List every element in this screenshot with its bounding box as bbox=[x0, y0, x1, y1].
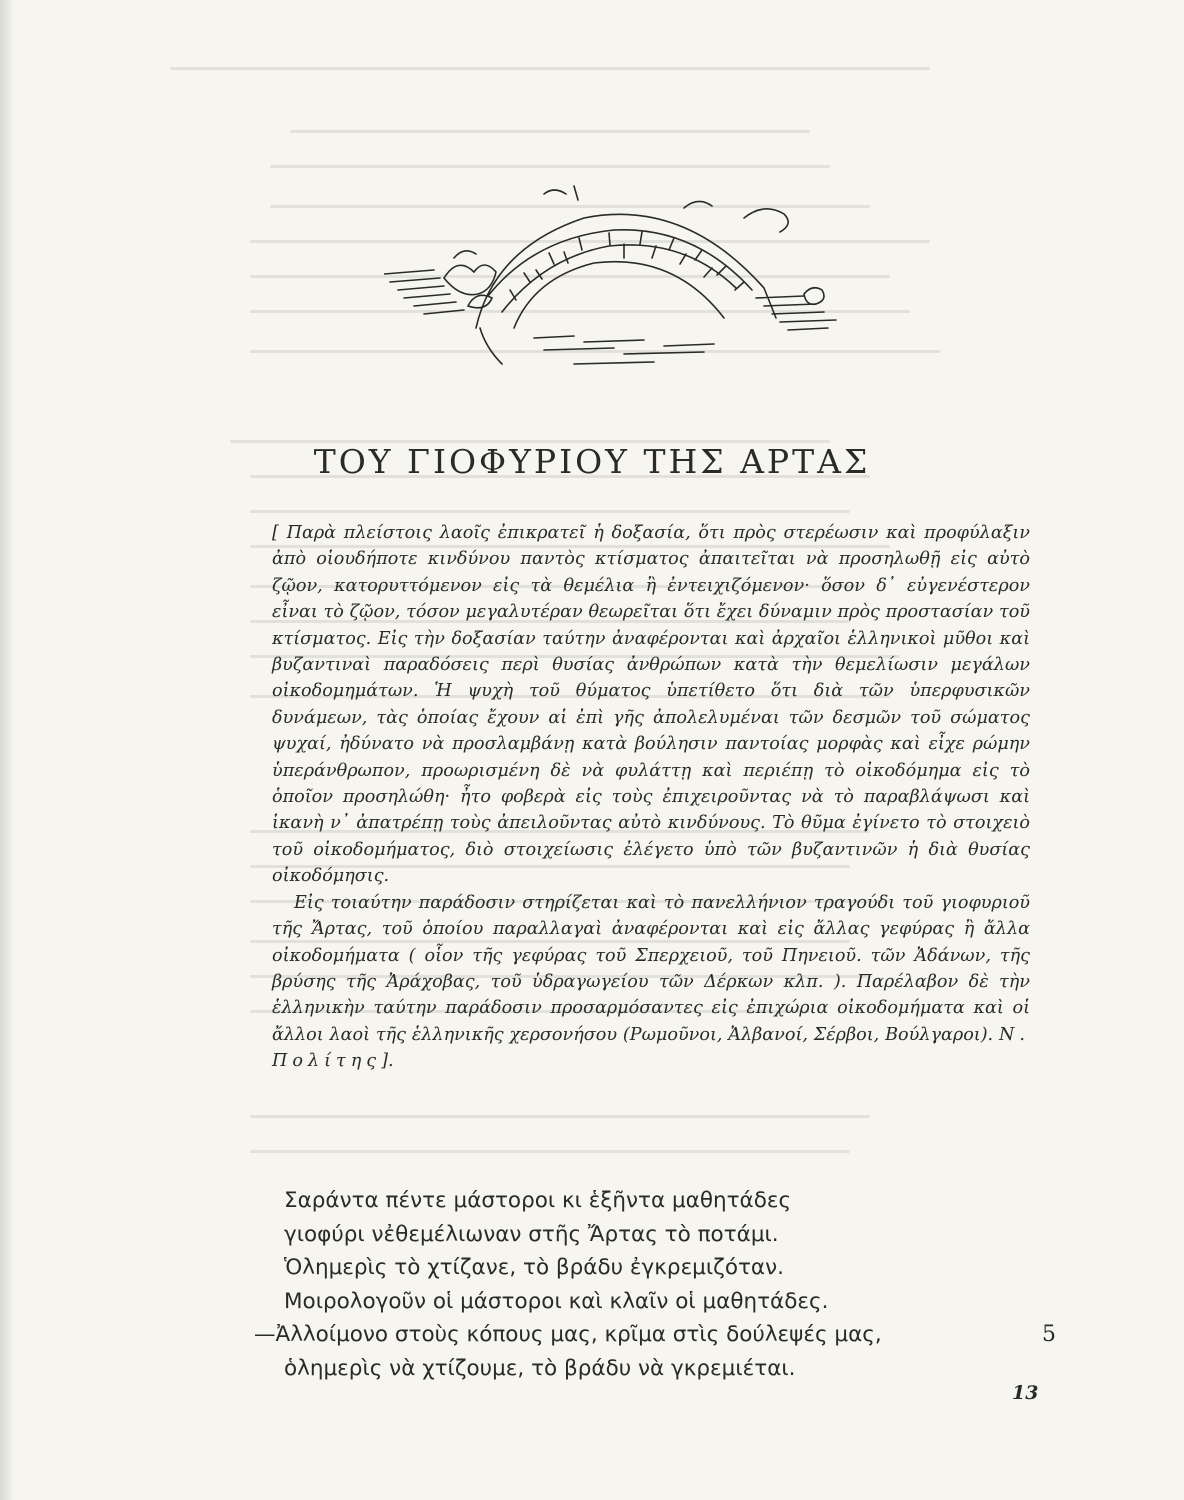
poem-verses bbox=[254, 1184, 1064, 1385]
intro-paragraph-2-text: Εἰς τοιαύτην παράδοσιν στηρίζεται καὶ τὸ πανελλήνιον τραγούδι τοῦ γιοφυριοῦ τῆς Ἄρτας, τοῦ ὁποίου παραλλαγαὶ ἀναφέρονται καὶ εἰς ἄλλας γεφύρας ἢ ἄλλα οἰκοδομήματα ( οἷον τῆς γεφύρας τοῦ Σπερχειοῦ, τοῦ Πηνειοῦ. τῶν Ἀδάνων, τῆς βρύσης τῆς Ἀράχοβας, τοῦ ὑδραγωγείου τῶν Δέρκων κλπ. ). Παρέλαβον δὲ τὴν ἑλληνικὴν ταύτην παράδοσιν προσαρμόσαντες εἰς ἐπιχώρια οἰκοδομήματα καὶ οἱ ἄλλοι λαοὶ τῆς ἑλληνικῆς χερσονήσου (Ρωμοῦνοι, Ἀλβανοί, Σέρβοι, Βούλγαροι). bbox=[272, 892, 1030, 1045]
poem-title: ΤΟΥ ΓΙΟΦΥΡΙΟΥ ΤΗΣ ΑΡΤΑΣ bbox=[313, 442, 871, 481]
poem-line bbox=[284, 1251, 1064, 1285]
page-number: 13 bbox=[1012, 1382, 1039, 1404]
poem-line-text: ὁλημερὶς νὰ χτίζουμε, τὸ βράδυ νὰ γκρεμιέται. bbox=[284, 1355, 796, 1381]
intro-closing-bracket: ]. bbox=[381, 1051, 394, 1072]
poem-line bbox=[284, 1218, 1064, 1252]
poem-line-text: γιοφύρι νἐθεμέλιωναν στῆς Ἄρτας τὸ ποτάμι. bbox=[284, 1221, 779, 1247]
poem-line bbox=[284, 1352, 1064, 1386]
page-edge-shadow bbox=[0, 0, 14, 1500]
poem-line bbox=[254, 1318, 1064, 1352]
poem-line-text: Μοιρολογοῦν οἱ μάστοροι καὶ κλαῖν οἱ μαθητάδες. bbox=[284, 1288, 829, 1314]
poem-line-text: Ὁλημερὶς τὸ χτίζανε, τὸ βράδυ ἐγκρεμιζόταν. bbox=[284, 1255, 784, 1280]
bridge-illustration-icon bbox=[384, 178, 840, 374]
poem-line-text: Σαράντα πέντε μάστοροι κι ἑξῆντα μαθητάδες bbox=[284, 1188, 792, 1213]
verse-line-number: 5 bbox=[1042, 1322, 1056, 1347]
intro-paragraph-2 bbox=[272, 890, 1030, 1075]
intro-paragraph-1: [ Παρὰ πλείστοις λαοῖς ἐπικρατεῖ ἡ δοξασία, ὅτι πρὸς στερέωσιν καὶ προφύλαξιν ἀπὸ οἱουδήποτε κινδύνου παντὸς κτίσματος ἀπαιτεῖται νὰ προσηλωθῇ εἰς αὐτὸ ζῷον, κατορυττόμενον εἰς τὰ θεμέλια ἢ ἐντειχιζόμενον· ὅσον δ᾽ εὐγενέστερον εἶναι τὸ ζῷον, τόσον μεγαλυτέραν θεωρεῖται ὅτι ἔχει δύναμιν πρὸς προστασίαν τοῦ κτίσματος. Εἰς τὴν δοξασίαν ταύτην ἀναφέρονται καὶ ἀρχαῖοι ἑλληνικοὶ μῦθοι καὶ βυζαντιναὶ παραδόσεις περὶ θυσίας ἀνθρώπων κατὰ τὴν θεμελίωσιν μεγάλων οἰκοδομημάτων. Ἡ ψυχὴ τοῦ θύματος ὑπετίθετο ὅτι διὰ τῶν ὑπερφυσικῶν δυνάμεων, τὰς ὁποίας ἔχουν αἱ ἐπὶ γῆς ἀπολελυμέναι τῶν δεσμῶν τοῦ σώματος ψυχαί, ἠδύνατο νὰ προσλαμβάνῃ κατὰ βούλησιν παντοίας μορφὰς καὶ εἶχε ρώμην ὑπεράνθρωπον, προωρισμένη δὲ νὰ φυλάττῃ καὶ περιέπῃ τὸ οἰκοδόμημα εἰς τὸ ὁποῖον προσηλώθη· ἦτο φοβερὰ εἰς τοὺς ἐπιχειροῦντας νὰ τὸ παραβλάψωσι καὶ ἱκανὴ ν᾽ ἀπατρέπῃ τοὺς ἀπειλοῦντας αὐτὸ κινδύνους. Τὸ θῦμα ἐγίνετο τὸ στοιχειὸ τοῦ οἰκοδομήματος, διὸ στοιχείωσις ἐλέγετο ὑπὸ τῶν βυζαντινῶν ἡ διὰ θυσίας οἰκοδόμησις. bbox=[272, 523, 1030, 887]
poem-line bbox=[284, 1285, 1064, 1319]
editorial-introduction bbox=[272, 520, 1030, 1075]
poem-line bbox=[284, 1184, 1064, 1218]
intro-author: Ν. Πολίτης bbox=[272, 1024, 1030, 1072]
poem-line-text: —Ἀλλοίμονο στοὺς κόπους μας, κρῖμα στὶς δούλεψές μας, bbox=[254, 1322, 882, 1347]
